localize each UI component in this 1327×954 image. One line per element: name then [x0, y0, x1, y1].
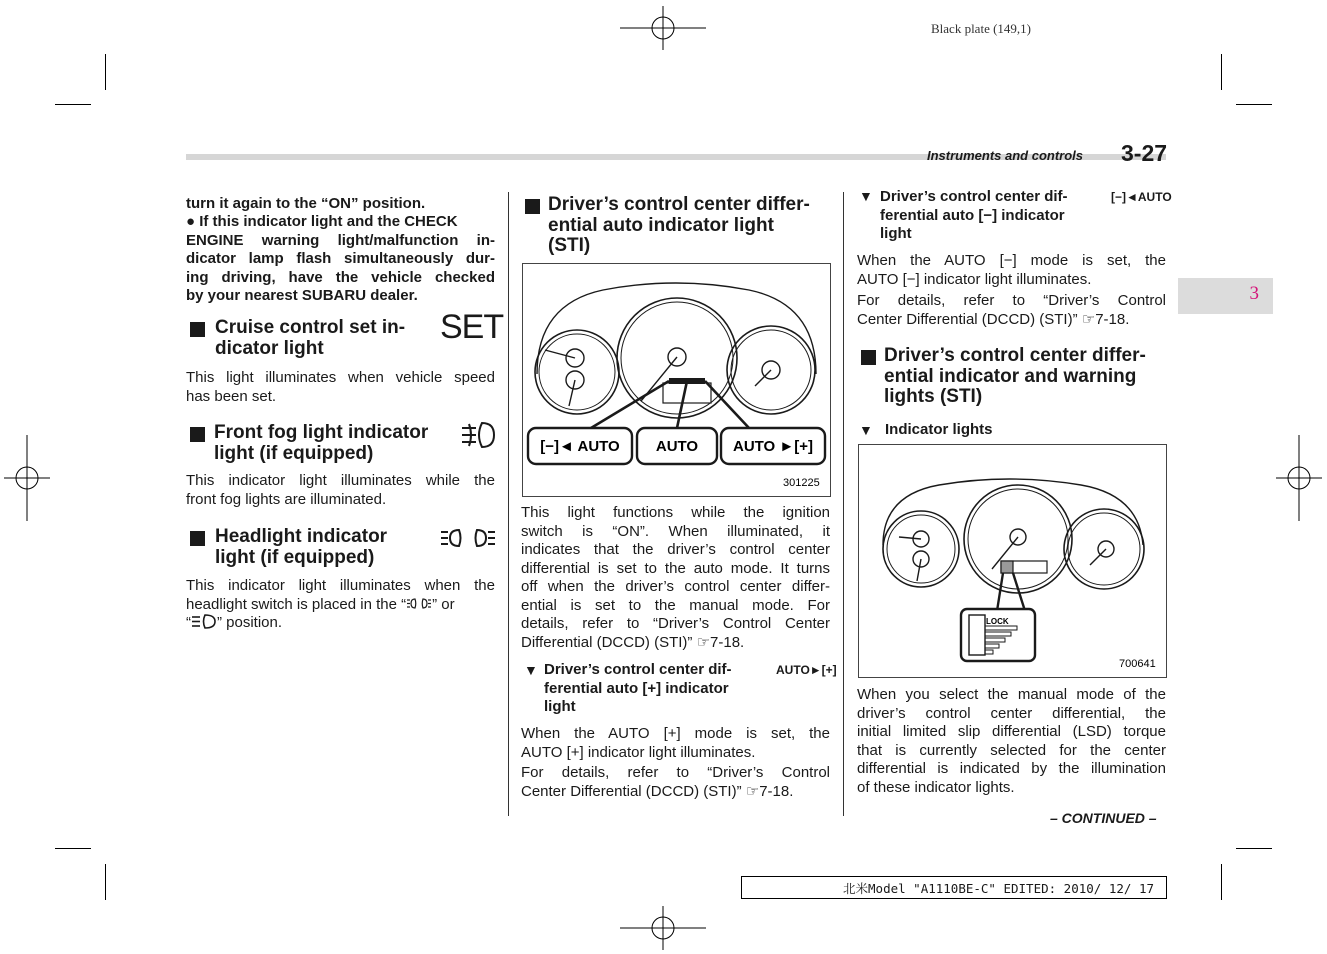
col1-intro — [186, 195, 495, 214]
section-marker-square — [190, 531, 205, 546]
crop-mark — [105, 54, 106, 90]
text-line: that is currently selected for the center — [857, 741, 1166, 759]
crop-mark — [55, 104, 91, 105]
auto-minus-label: [−]◄ AUTO — [540, 438, 620, 455]
indicator-lights-heading: Indicator lights — [885, 421, 993, 438]
headlight-body — [186, 577, 495, 633]
text-line: by your nearest SUBARU dealer. — [186, 287, 418, 304]
figure-auto-indicator — [522, 263, 831, 497]
lsd-body — [857, 686, 1166, 797]
instrument-cluster-lock-diagram — [859, 445, 1166, 677]
text-line: ● If this indicator light and the CHECK — [186, 213, 458, 230]
section-marker-square — [525, 199, 540, 214]
registration-mark-right — [1276, 435, 1322, 521]
heading-line: (STI) — [548, 235, 591, 256]
text-line: Center Differential (DCCD) (STI)” ☞7-18. — [521, 782, 794, 800]
continued-label: – CONTINUED – — [1050, 810, 1157, 826]
registration-mark-left — [4, 435, 50, 521]
headlight-switch-icon — [406, 598, 432, 609]
heading-line: light (if equipped) — [214, 442, 374, 464]
fog-heading — [214, 423, 428, 464]
chapter-tab-number: 3 — [1249, 283, 1259, 304]
text-line: dicator lamp flash simultaneously dur- — [186, 250, 495, 267]
heading-line: light — [880, 225, 912, 242]
cruise-body — [186, 369, 495, 406]
footer-text: 北米Model "A1110BE-C" EDITED: 2010/ 12/ 17 — [843, 881, 1154, 896]
auto-minus-ref — [857, 292, 1166, 329]
text-line: This light illuminates when vehicle speed — [186, 369, 495, 386]
auto-plus-symbol-icon: AUTO►[+] — [776, 663, 837, 677]
text-line: switch is “ON”. When illuminated, it — [521, 522, 830, 540]
auto-label: AUTO — [655, 438, 699, 455]
text-line: has been set. — [186, 387, 277, 405]
text-line: AUTO [−] indicator light illuminates. — [857, 270, 1092, 288]
heading-line: ential indicator and warning — [884, 365, 1137, 387]
text-fragment: headlight switch is placed in the “ — [186, 595, 407, 613]
front-fog-light-icon — [458, 420, 498, 450]
text-line: For details, refer to “Driver’s Control — [521, 764, 830, 781]
fog-body — [186, 472, 495, 509]
auto-plus-label: AUTO ►[+] — [733, 438, 813, 455]
text-line: initial limited slip differential (LSD) torque — [857, 723, 1166, 740]
triangle-marker-icon: ▼ — [859, 188, 873, 204]
auto-minus-body — [857, 252, 1166, 289]
text-line: When you select the manual mode of the — [857, 686, 1166, 703]
instrument-cluster-diagram — [523, 264, 830, 496]
text-line: When the AUTO [+] mode is set, the — [521, 725, 830, 742]
figure-code: 700641 — [1119, 658, 1156, 670]
auto-plus-ref — [521, 764, 830, 801]
heading-line: light — [544, 698, 576, 715]
text-line: For details, refer to “Driver’s Control — [857, 292, 1166, 309]
auto-minus-heading — [880, 188, 1068, 244]
dccd-auto-body — [521, 504, 830, 652]
crop-mark — [1221, 54, 1222, 90]
registration-mark-bottom — [620, 906, 706, 952]
text-fragment: ” position. — [217, 614, 283, 631]
cruise-heading — [215, 318, 405, 359]
triangle-marker-icon: ▼ — [524, 662, 538, 678]
text-line: differential is set to the auto mode. It turns — [521, 559, 830, 577]
section-marker-square — [190, 322, 205, 337]
text-line: turn it again to the “ON” position. — [186, 195, 426, 212]
text-line: differential is indicated by the illumination — [857, 760, 1166, 777]
text-fragment: “ — [186, 614, 191, 631]
crop-mark — [55, 848, 91, 849]
heading-line: ential auto indicator light — [548, 214, 774, 236]
text-line: This indicator light illuminates while the — [186, 472, 495, 489]
heading-line: ferential auto [−] indicator — [880, 206, 1065, 224]
section-marker-square — [190, 427, 205, 442]
text-fragment: ” or — [432, 595, 455, 613]
text-line: ing driving, have the vehicle checked — [186, 268, 495, 286]
headlight-low-beam-icon — [440, 528, 496, 548]
text-line: AUTO [+] indicator light illuminates. — [521, 743, 756, 761]
crop-mark — [1221, 864, 1222, 900]
crop-mark — [1236, 848, 1272, 849]
text-line: This light functions while the ignition — [521, 504, 830, 521]
crop-mark — [1236, 104, 1272, 105]
heading-line: lights (STI) — [884, 386, 983, 407]
text-line — [186, 596, 495, 615]
high-beam-icon — [191, 614, 217, 629]
headlight-heading — [215, 527, 387, 568]
heading-line: Driver’s control center dif- — [544, 661, 732, 678]
section-marker-square — [861, 350, 876, 365]
auto-minus-symbol-icon: [−]◄AUTO — [1111, 190, 1172, 204]
chapter-tab — [1178, 278, 1273, 314]
heading-line: dicator light — [215, 337, 324, 359]
plate-label: Black plate (149,1) — [931, 21, 1031, 36]
heading-line: light (if equipped) — [215, 546, 375, 568]
text-line: details, refer to “Driver’s Control Center — [521, 615, 830, 632]
text-line: When the AUTO [−] mode is set, the — [857, 252, 1166, 269]
page-number: 3-27 — [1121, 140, 1168, 166]
auto-plus-heading — [544, 661, 732, 717]
set-indicator-icon: SET — [440, 308, 504, 346]
heading-line: Headlight indicator — [215, 526, 388, 547]
heading-line: Driver’s control center dif- — [880, 188, 1068, 205]
text-line: Center Differential (DCCD) (STI)” ☞7-18. — [857, 310, 1130, 328]
text-line: indicates that the driver’s control center — [521, 541, 830, 558]
text-line: off when the driver’s control center differ- — [521, 578, 830, 595]
heading-line: ferential auto [+] indicator — [544, 679, 729, 697]
heading-line: Cruise control set in- — [215, 317, 406, 338]
text-line: driver’s control center differential, the — [857, 704, 1166, 722]
column-divider — [508, 192, 509, 816]
text-line: front fog lights are illuminated. — [186, 490, 387, 508]
footer-box — [741, 876, 1167, 899]
text-line: of these indicator lights. — [857, 778, 1015, 796]
figure-lsd-indicator — [858, 444, 1167, 678]
text-line: ENGINE warning light/malfunction in- — [186, 231, 495, 249]
column-divider — [843, 192, 844, 816]
section-title: Instruments and controls — [927, 148, 1084, 163]
figure-code: 301225 — [783, 477, 820, 489]
heading-line: Driver’s control center differ- — [884, 345, 1146, 366]
text-line — [186, 614, 495, 633]
lock-label: LOCK — [986, 617, 1009, 626]
text-line: Differential (DCCD) (STI)” ☞7-18. — [521, 633, 745, 651]
dccd-auto-heading — [548, 195, 810, 257]
text-line: This indicator light illuminates when the — [186, 577, 495, 594]
crop-mark — [105, 864, 106, 900]
col1-warning — [186, 213, 495, 306]
registration-mark-top — [620, 4, 706, 50]
heading-line: Driver’s control center differ- — [548, 194, 810, 215]
triangle-marker-icon: ▼ — [859, 422, 873, 438]
auto-plus-body — [521, 725, 830, 762]
dccd-warning-heading — [884, 346, 1146, 408]
text-line: ential is set to the manual mode. For — [521, 596, 830, 614]
heading-line: Front fog light indicator — [214, 422, 429, 443]
